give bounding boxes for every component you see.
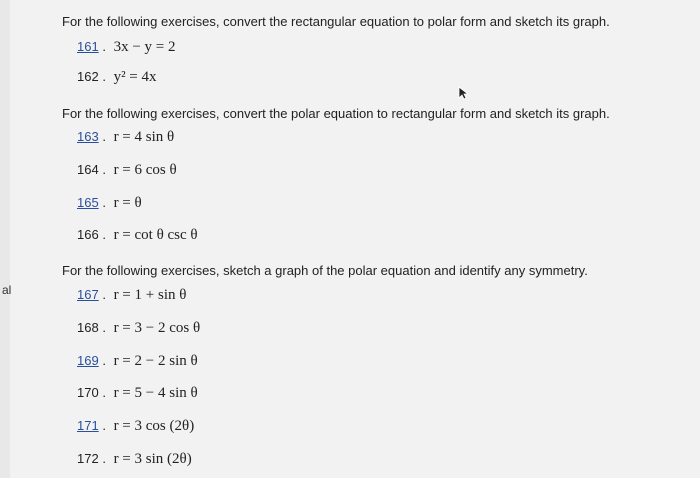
exercise-number: 166 [77, 227, 99, 242]
exercise-equation: r = 6 cos θ [113, 162, 177, 178]
exercise-equation: r = 4 sin θ [113, 129, 175, 145]
exercise-number-link[interactable]: 169 [77, 353, 99, 368]
exercise-164: 164 . r = 6 cos θ [77, 162, 177, 178]
mouse-pointer-icon [458, 86, 468, 100]
exercise-166: 166 . r = cot θ csc θ [77, 227, 198, 243]
exercise-165: 165 . r = θ [77, 195, 142, 211]
section-3-heading: For the following exercises, sketch a graph of the polar equation and identify any symmetry. [62, 263, 588, 278]
exercise-equation: y² = 4x [113, 69, 157, 85]
exercise-172: 172 . r = 3 sin (2θ) [77, 451, 192, 467]
exercise-number: 170 [77, 385, 99, 400]
exercise-169: 169 . r = 2 − 2 sin θ [77, 353, 198, 369]
exercise-equation: 3x − y = 2 [113, 39, 176, 55]
exercise-equation: r = 5 − 4 sin θ [113, 385, 198, 401]
exercise-equation: r = θ [113, 195, 142, 211]
section-1-heading: For the following exercises, convert the rectangular equation to polar form and sketch its graph. [62, 14, 610, 29]
exercise-161: 161 . 3x − y = 2 [77, 39, 176, 55]
exercise-equation: r = 2 − 2 sin θ [113, 353, 198, 369]
exercise-equation: r = 1 + sin θ [113, 287, 187, 303]
exercise-number: 164 [77, 162, 99, 177]
exercise-number-link[interactable]: 171 [77, 418, 99, 433]
exercise-163: 163 . r = 4 sin θ [77, 129, 175, 145]
left-edge-strip [0, 0, 10, 478]
exercise-167: 167 . r = 1 + sin θ [77, 287, 187, 303]
exercise-162: 162 . y² = 4x [77, 69, 157, 85]
exercise-number-link[interactable]: 161 [77, 39, 99, 54]
exercise-number-link[interactable]: 163 [77, 129, 99, 144]
exercise-number: 172 [77, 451, 99, 466]
exercise-number: 162 [77, 69, 99, 84]
edge-fragment-text: al [2, 283, 12, 297]
exercise-equation: r = 3 − 2 cos θ [113, 320, 201, 336]
exercise-170: 170 . r = 5 − 4 sin θ [77, 385, 198, 401]
exercise-equation: r = 3 sin (2θ) [113, 451, 192, 467]
exercise-number: 168 [77, 320, 99, 335]
exercise-number-link[interactable]: 165 [77, 195, 99, 210]
exercise-number-link[interactable]: 167 [77, 287, 99, 302]
exercise-equation: r = 3 cos (2θ) [113, 418, 195, 434]
section-2-heading: For the following exercises, convert the polar equation to rectangular form and sketch its graph. [62, 106, 610, 121]
exercise-171: 171 . r = 3 cos (2θ) [77, 418, 195, 434]
exercise-168: 168 . r = 3 − 2 cos θ [77, 320, 201, 336]
exercise-equation: r = cot θ csc θ [113, 227, 198, 243]
